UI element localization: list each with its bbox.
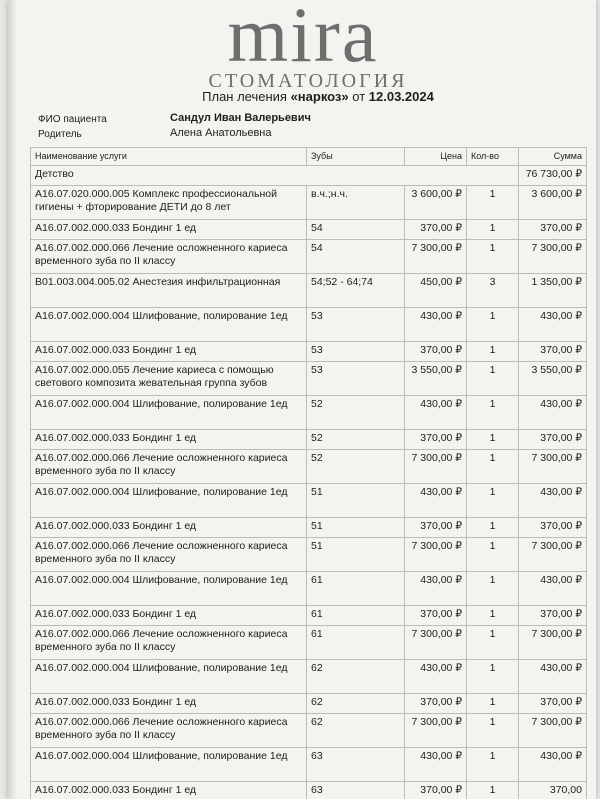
qty-cell: 1 [467,396,519,430]
qty-cell: 1 [467,186,519,220]
service-cell: A16.07.002.000.004 Шлифование, полирование 1ед [31,484,307,518]
teeth-cell: 63 [307,748,405,782]
price-cell: 370,00 ₽ [405,342,467,362]
price-cell: 3 550,00 ₽ [405,362,467,396]
qty-cell: 1 [467,538,519,572]
qty-cell: 1 [467,626,519,660]
table-row [31,362,587,396]
price-cell: 7 300,00 ₽ [405,714,467,748]
header-service: Наименование услуги [31,148,307,166]
table-row [31,484,587,518]
sum-cell: 370,00 ₽ [519,342,587,362]
qty-cell: 1 [467,748,519,782]
qty-cell: 1 [467,606,519,626]
price-cell: 7 300,00 ₽ [405,626,467,660]
teeth-cell: 51 [307,538,405,572]
qty-cell: 1 [467,308,519,342]
price-cell: 430,00 ₽ [405,660,467,694]
sum-cell: 3 600,00 ₽ [519,186,587,220]
section-name: Детство [31,166,519,186]
teeth-cell: 52 [307,450,405,484]
service-cell: A16.07.002.000.066 Лечение осложненного кариеса временного зуба по II классу [31,450,307,484]
service-cell: A16.07.002.000.033 Бондинг 1 ед [31,430,307,450]
table-row [31,274,587,308]
service-cell: A16.07.002.000.066 Лечение осложненного кариеса временного зуба по II классу [31,626,307,660]
table-row [31,430,587,450]
teeth-cell: 62 [307,660,405,694]
teeth-cell: 52 [307,396,405,430]
service-cell: A16.07.002.000.033 Бондинг 1 ед [31,694,307,714]
table-header-row [31,148,587,166]
table-row [31,240,587,274]
services-table [30,147,587,799]
sum-cell: 370,00 ₽ [519,606,587,626]
service-cell: A16.07.002.000.004 Шлифование, полирование 1ед [31,396,307,430]
paper-fold [8,0,16,799]
teeth-cell: 61 [307,606,405,626]
price-cell: 3 600,00 ₽ [405,186,467,220]
table-row [31,782,587,799]
table-row [31,538,587,572]
sum-cell: 370,00 [519,782,587,799]
qty-cell: 1 [467,450,519,484]
qty-cell: 3 [467,274,519,308]
table-row [31,518,587,538]
price-cell: 450,00 ₽ [405,274,467,308]
qty-cell: 1 [467,572,519,606]
price-cell: 430,00 ₽ [405,748,467,782]
document-sheet [8,0,596,799]
parent-name: Алена Анатольевна [170,127,272,139]
table-row [31,626,587,660]
service-cell: A16.07.002.000.033 Бондинг 1 ед [31,220,307,240]
table-row [31,606,587,626]
table-row [31,450,587,484]
teeth-cell: 51 [307,518,405,538]
parent-label: Родитель [38,129,82,140]
teeth-cell: 61 [307,626,405,660]
service-cell: A16.07.020.000.005 Комплекс профессиональной гигиены + фторирование ДЕТИ до 8 лет [31,186,307,220]
plan-prefix: План лечения [202,89,291,104]
sum-cell: 370,00 ₽ [519,430,587,450]
service-cell: A16.07.002.000.004 Шлифование, полирование 1ед [31,660,307,694]
qty-cell: 1 [467,782,519,799]
qty-cell: 1 [467,714,519,748]
service-cell: A16.07.002.000.004 Шлифование, полирование 1ед [31,308,307,342]
service-cell: B01.003.004.005.02 Анестезия инфильтрационная [31,274,307,308]
qty-cell: 1 [467,342,519,362]
clinic-subtitle: СТОМАТОЛОГИЯ [208,70,408,92]
qty-cell: 1 [467,518,519,538]
qty-cell: 1 [467,362,519,396]
price-cell: 7 300,00 ₽ [405,538,467,572]
sum-cell: 430,00 ₽ [519,484,587,518]
teeth-cell: 53 [307,308,405,342]
teeth-cell: 53 [307,342,405,362]
teeth-cell: 54 [307,220,405,240]
table-row [31,396,587,430]
plan-type: «наркоз» [290,89,349,104]
sum-cell: 430,00 ₽ [519,572,587,606]
table-row [31,220,587,240]
price-cell: 430,00 ₽ [405,308,467,342]
teeth-cell: 52 [307,430,405,450]
qty-cell: 1 [467,660,519,694]
clinic-logo: mira [227,0,379,78]
price-cell: 370,00 ₽ [405,430,467,450]
sum-cell: 430,00 ₽ [519,660,587,694]
service-cell: A16.07.002.000.033 Бондинг 1 ед [31,342,307,362]
sum-cell: 3 550,00 ₽ [519,362,587,396]
teeth-cell: 62 [307,714,405,748]
qty-cell: 1 [467,484,519,518]
header-price: Цена [405,148,467,166]
sum-cell: 370,00 ₽ [519,694,587,714]
service-cell: A16.07.002.000.066 Лечение осложненного кариеса временного зуба по II классу [31,714,307,748]
service-cell: A16.07.002.000.004 Шлифование, полирование 1ед [31,748,307,782]
plan-middle: от [348,89,369,104]
teeth-cell: 54 [307,240,405,274]
service-cell: A16.07.002.000.033 Бондинг 1 ед [31,606,307,626]
price-cell: 370,00 ₽ [405,518,467,538]
teeth-cell: 51 [307,484,405,518]
table-row [31,342,587,362]
teeth-cell: 62 [307,694,405,714]
teeth-cell: в.ч.;н.ч. [307,186,405,220]
patient-name: Сандул Иван Валерьевич [170,112,311,124]
sum-cell: 430,00 ₽ [519,748,587,782]
teeth-cell: 63 [307,782,405,799]
table-row [31,694,587,714]
price-cell: 430,00 ₽ [405,484,467,518]
sum-cell: 430,00 ₽ [519,396,587,430]
table-row [31,748,587,782]
patient-label: ФИО пациента [38,114,107,125]
teeth-cell: 61 [307,572,405,606]
plan-date: 12.03.2024 [368,89,434,104]
table-row [31,308,587,342]
sum-cell: 430,00 ₽ [519,308,587,342]
sum-cell: 7 300,00 ₽ [519,626,587,660]
service-cell: A16.07.002.000.004 Шлифование, полирование 1ед [31,572,307,606]
price-cell: 370,00 ₽ [405,606,467,626]
price-cell: 7 300,00 ₽ [405,450,467,484]
table-row [31,572,587,606]
price-cell: 430,00 ₽ [405,396,467,430]
teeth-cell: 54;52 - 64;74 [307,274,405,308]
sum-cell: 370,00 ₽ [519,518,587,538]
service-cell: A16.07.002.000.055 Лечение кариеса с помощью светового композита жевательная группа зубов [31,362,307,396]
table-row [31,714,587,748]
header-qty: Кол-во [467,148,519,166]
price-cell: 370,00 ₽ [405,782,467,799]
table-row [31,186,587,220]
sum-cell: 7 300,00 ₽ [519,240,587,274]
price-cell: 370,00 ₽ [405,694,467,714]
table-row [31,660,587,694]
sum-cell: 1 350,00 ₽ [519,274,587,308]
price-cell: 7 300,00 ₽ [405,240,467,274]
section-row [31,166,587,186]
sum-cell: 7 300,00 ₽ [519,714,587,748]
service-cell: A16.07.002.000.066 Лечение осложненного кариеса временного зуба по II классу [31,240,307,274]
qty-cell: 1 [467,694,519,714]
sum-cell: 7 300,00 ₽ [519,538,587,572]
sum-cell: 7 300,00 ₽ [519,450,587,484]
service-cell: A16.07.002.000.033 Бондинг 1 ед [31,518,307,538]
service-cell: A16.07.002.000.066 Лечение осложненного кариеса временного зуба по II классу [31,538,307,572]
qty-cell: 1 [467,240,519,274]
header-teeth: Зубы [307,148,405,166]
price-cell: 370,00 ₽ [405,220,467,240]
qty-cell: 1 [467,220,519,240]
service-cell: A16.07.002.000.033 Бондинг 1 ед [31,782,307,799]
qty-cell: 1 [467,430,519,450]
section-total: 76 730,00 ₽ [519,166,587,186]
header-sum: Сумма [519,148,587,166]
teeth-cell: 53 [307,362,405,396]
price-cell: 430,00 ₽ [405,572,467,606]
plan-title [128,89,508,104]
sum-cell: 370,00 ₽ [519,220,587,240]
